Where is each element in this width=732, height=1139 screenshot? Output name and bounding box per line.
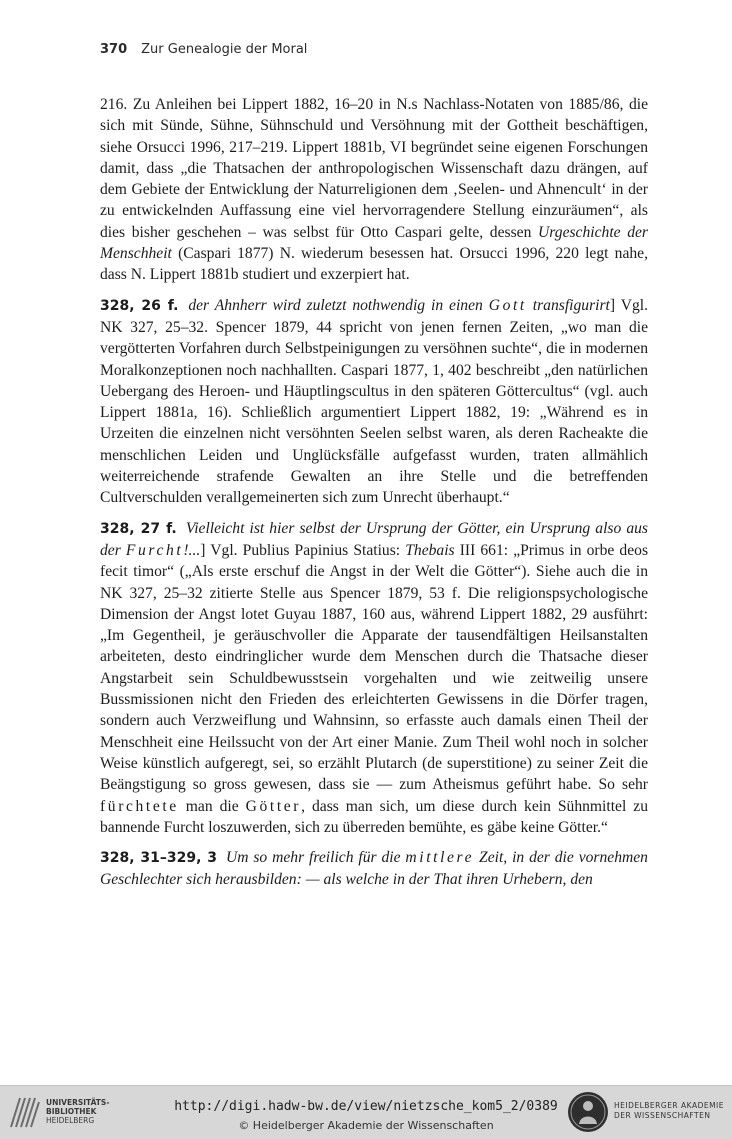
commentary-entry-continuation [100,94,648,286]
page-number: 370 [100,42,128,57]
lemma-text: Vielleicht ist hier selbst der Ursprung der Götter, ein Ursprung also aus der [100,519,649,559]
academy-seal-icon [566,1090,610,1134]
lemma-text: !... [183,541,201,559]
permalink-url[interactable]: http://digi.hadw-bw.de/view/nietzsche_kom5_2/0389 [174,1099,558,1114]
academy-name-line: HEIDELBERGER AKADEMIE [614,1101,725,1110]
entry-text: 216. Zu Anleihen bei Lippert 1882, 16–20 in N.s Nachlass-Notaten von 1885/86, die sich mit Sünde, Sühne, Sühnschuld und Versöhnung mit der Gottheit beschäftigen, siehe Orsucci 1996, 217–219. Lippert 1881b, VI begründet seine eigenen Forschungen damit, dass „die Thatsachen der anthropologischen Wissenschaft dazu drängen, auf dem Gebiete der Entwicklung der Naturreligionen dem ‚Seelen- und Ahnencult‘ in der zu entwickelnden Auffassung eine viel hervorragendere Stellung einzuräumen“, als dies bisher geschehen – was selbst für Otto Caspari gelte, dessen [100,96,648,241]
library-name-line: UNIVERSITÄTS- [46,1098,110,1107]
library-name-line: HEIDELBERG [46,1116,95,1125]
entry-text: (Caspari 1877) N. wiederum besessen hat. Orsucci 1996, 220 legt nahe, dass N. Lippert 1881b studiert und exzerpiert hat. [100,245,648,284]
footer-bar [0,1085,732,1139]
entry-text: III 661: „Primus in orbe deos fecit timor“ („Als erste erschuf die Angst in der Welt die Götter“). Siehe auch die in NK 327, 25–32 zitierte Stelle aus Spencer 1879, 53 f. Die religionspsychologische Dimension der Angst lotet Guyau 1887, 160 aus, während Lippert 1882, 29 ausführt: „Im Gegentheil, je geräuschvoller die Apparate der tausendfältigen Heilsanstalten arbeiteten, desto eindringlicher wurde dem Menschen durch die Thatsache dieser Angstarbeit sein Schuldbewusstsein vorgehalten und wie zeitweilig unsere Bussmissionen nicht den Frieden des erleichterten Gewissens in die Dörfer tragen, sondern auch Verzweiflung und Wahnsinn, so erfasste auch damals einen Theil der Menschheit eine Heilssucht von der Art einer Manie. Zum Theil wohl noch in solcher Weise künstlich aufgeregt, sei, so erzählt Plutarch (de superstitione) zu seiner Zeit die Beängstigung so gross gewesen, dass sie — zum Atheismus geführt habe. So sehr [100,541,649,794]
line-reference: 328, 27 f. [100,520,177,537]
lemma-text: Zeit, in der die vornehmen Geschlechter sich herausbilden: — als welche in der That ihren Urhebern, den [100,849,648,889]
spaced-word: fürchtete [100,797,179,815]
spaced-word: Götter [245,797,302,815]
copyright-notice: © Heidelberger Akademie der Wissenschaften [238,1119,494,1132]
running-title: Zur Genealogie der Moral [141,42,308,57]
lemma-spaced-word: Gott [488,296,527,314]
lemma-spaced-word: Furcht [125,541,184,559]
running-head [100,42,307,57]
entry-text: Vgl. NK 327, 25–32. Spencer 1879, 44 spricht von jenen fernen Zeiten, „wo man die vergötterten Vorfahren durch Selbstpeinigungen zu versöhnen suchte“, die in modernen Moralkonzeptionen noch nachhallten. Caspari 1877, 1, 402 beschreibt „den natürlichen Uebergang des Heroen- und Häuptlingscultus in den späteren Göttercultus“ (vgl. auch Lippert 1881a, 16). Schließlich argumentiert Lippert 1882, 19: „Während es in Urzeiten die einzelnen nicht versöhnten Seelen selbst waren, als deren Racheakte die menschlichen Leiden und Unglücksfälle aufgefasst wurden, traten allmählich weiterreichende strafende Gewalten an ihre Stelle und die betreffenden Cultverschulden verallgemeinerten sich zum Unrecht überhaupt.“ [100,296,648,507]
line-reference: 328, 26 f. [100,297,179,314]
line-reference: 328, 31–329, 3 [100,850,218,867]
lemma [188,297,610,314]
lemma-text: der Ahnherr wird zuletzt nothwendig in einen [188,296,489,314]
lemma-bracket: ] [200,541,206,559]
academy-name [614,1101,724,1121]
lemma-bracket: ] [609,296,616,314]
entry-text: Vgl. Publius Papinius Statius: [205,541,406,559]
entry-text: , dass man sich, um diese durch kein Sühnmittel zu bannende Furcht loszuwerden, sich zu überreden bemühte, es gäbe keine Götter.“ [100,797,649,836]
commentary-entry [100,518,648,838]
book-title: Urgeschichte der Menschheit [100,223,648,263]
lemma-text: Um so mehr freilich für die [225,849,406,867]
lemma-spaced-word: mittlere [405,849,475,867]
work-title: Thebais [405,541,455,559]
commentary-entry [100,295,648,509]
entry-text: man die [178,797,246,815]
lemma-text: transfigurirt [526,296,610,314]
commentary-body [100,94,648,900]
academy-name-line: DER WISSENSCHAFTEN [614,1111,711,1120]
commentary-entry [100,847,648,891]
library-name-line: BIBLIOTHEK [46,1107,97,1116]
